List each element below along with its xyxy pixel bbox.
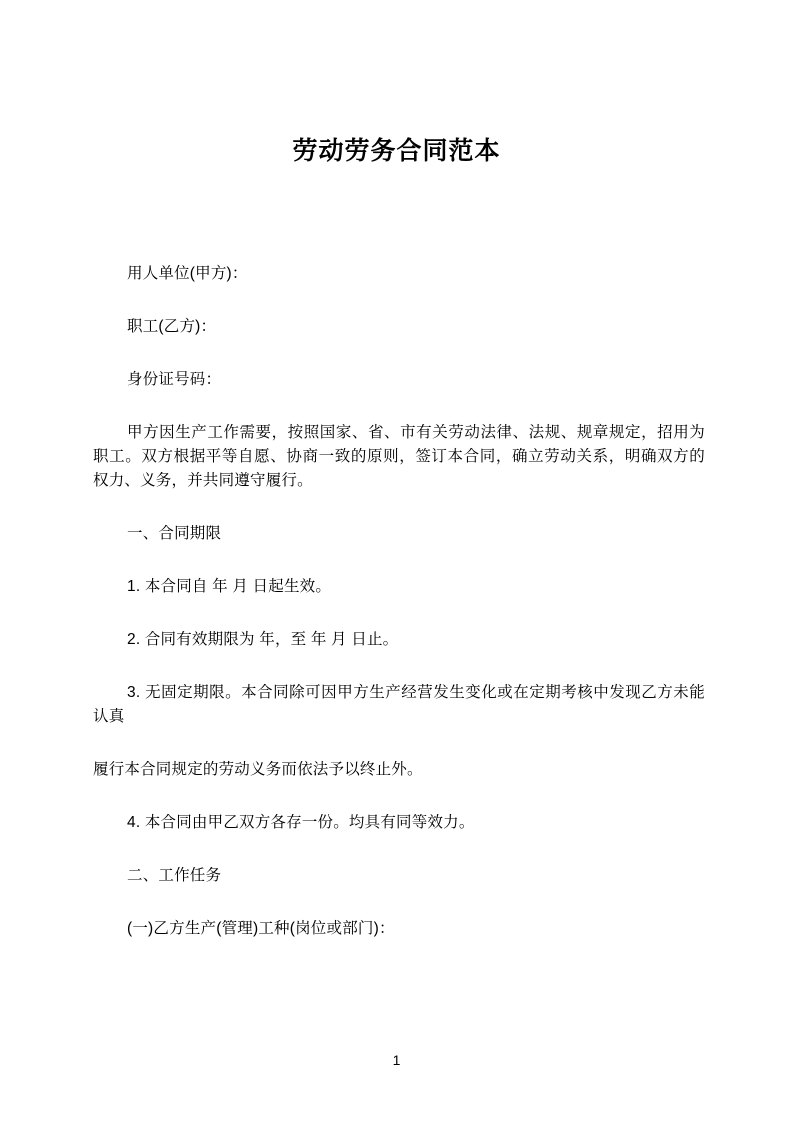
paragraph-clause-1-2: 2. 合同有效期限为 年，至 年 月 日止。 bbox=[127, 631, 399, 649]
paragraph-employer: 用人单位(甲方)： bbox=[127, 265, 248, 282]
paragraph-clause-1-3-continued: 履行本合同规定的劳动义务而依法予以终止外。 bbox=[93, 761, 423, 779]
paragraph-clause-1-3: 3. 无固定期限。本合同除可因甲方生产经营发生变化或在定期考核中发现乙方未能认真 bbox=[93, 684, 705, 726]
paragraph-clause-2-1: (一)乙方生产(管理)工种(岗位或部门)： bbox=[127, 920, 395, 938]
paragraph-clause-1-4: 4. 本合同由甲乙双方各存一份。均具有同等效力。 bbox=[127, 814, 475, 832]
page-title: 劳动劳务合同范本 bbox=[292, 137, 501, 165]
paragraph-id-number: 身份证号码： bbox=[127, 371, 222, 389]
paragraph-employee: 职工(乙方)： bbox=[127, 318, 217, 336]
heading-section-2: 二、工作任务 bbox=[127, 867, 222, 885]
document-body bbox=[0, 262, 793, 941]
paragraph-clause-1-1: 1. 本合同自 年 月 日起生效。 bbox=[127, 578, 332, 596]
paragraph-preamble: 甲方因生产工作需要，按照国家、省、市有关劳动法律、法规、规章规定，招用为职工。双方根据平等自愿、协商一致的原则，签订本合同，确立劳动关系，明确双方的权力、义务，并共同遵守履行。 bbox=[93, 424, 705, 490]
page-number: 1 bbox=[392, 1052, 401, 1068]
heading-section-1: 一、合同期限 bbox=[127, 525, 222, 543]
